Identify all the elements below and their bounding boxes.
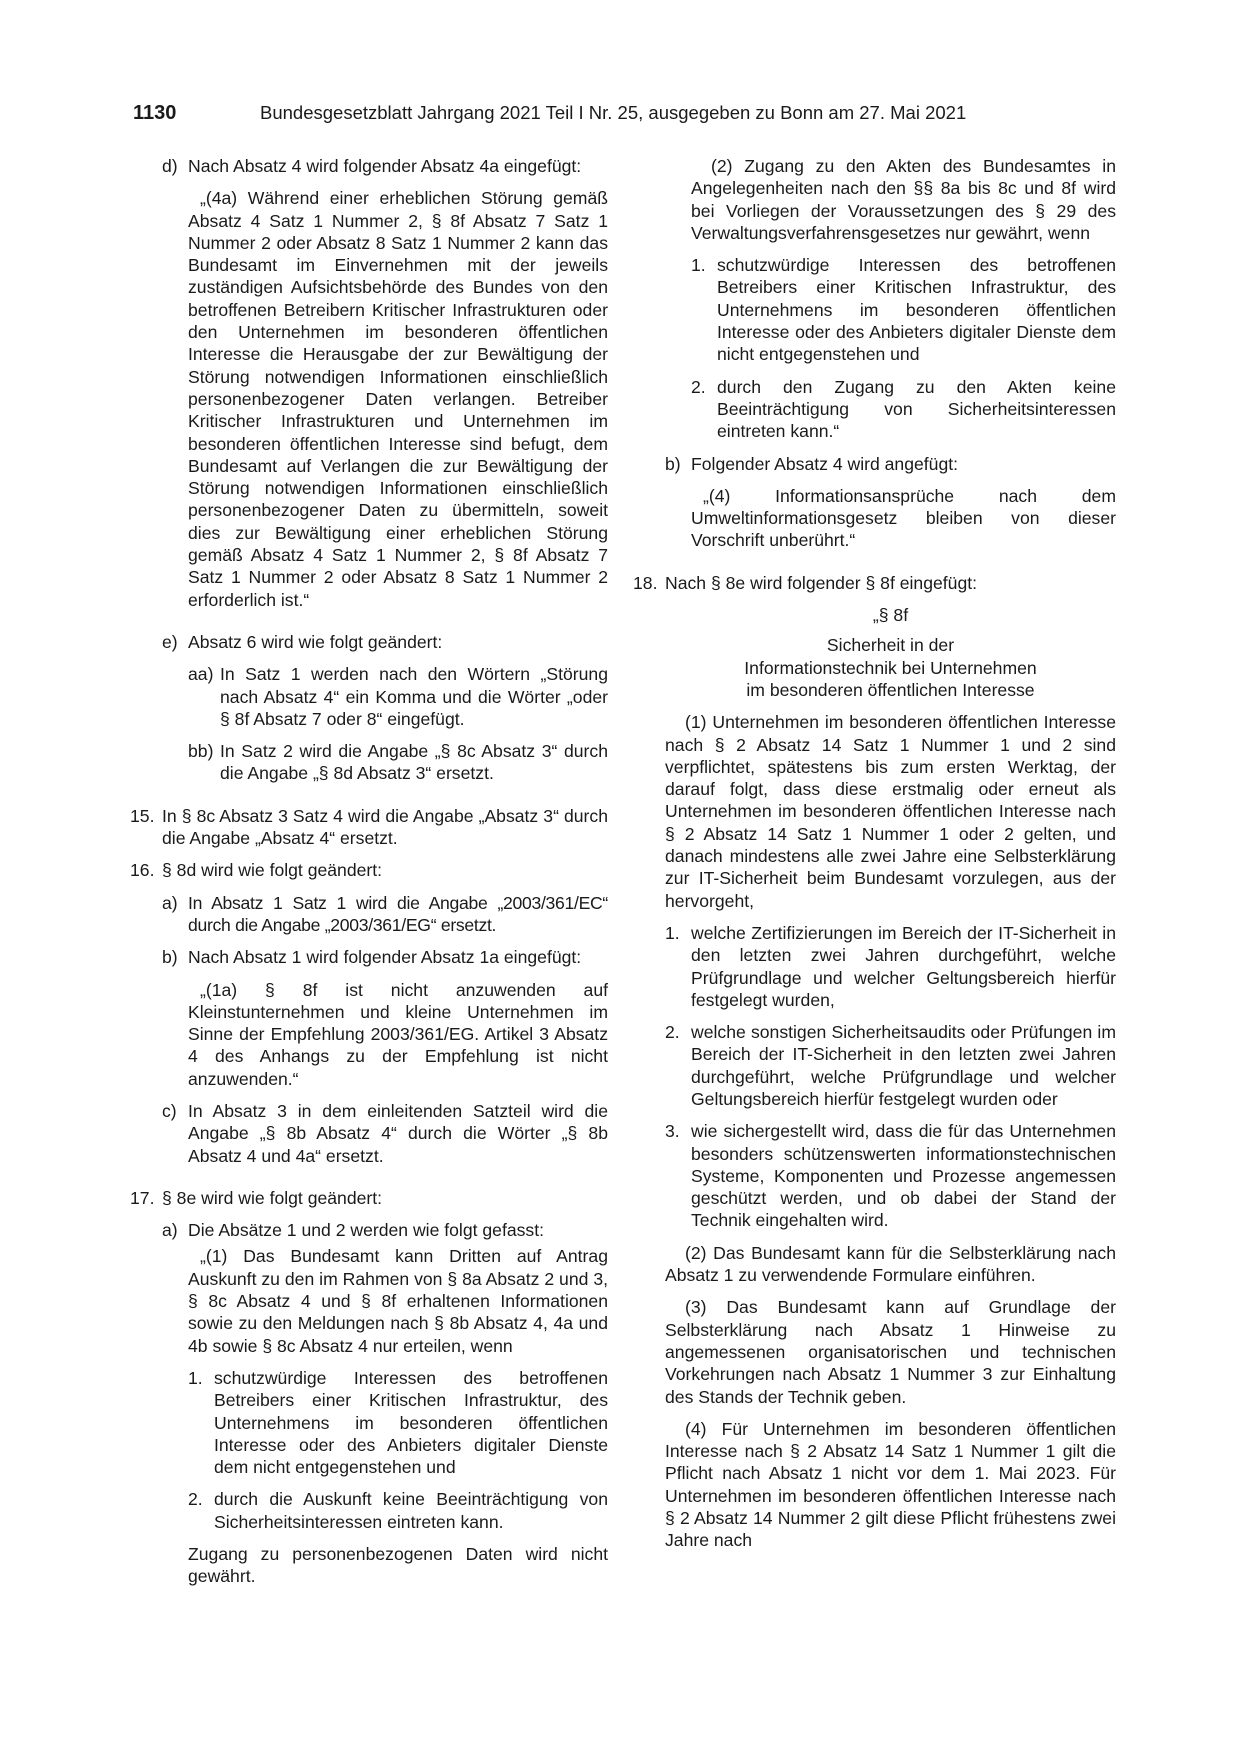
- sub-item-marker: b): [162, 947, 178, 968]
- numbered-item-2: [691, 376, 1116, 443]
- item-marker: 16.: [130, 860, 155, 881]
- section-title-line: Sicherheit in der: [826, 635, 955, 656]
- sub-item-marker: aa): [188, 664, 214, 685]
- item-marker: e): [162, 631, 178, 652]
- item-text: Absatz 6 wird wie folgt geändert:: [188, 631, 443, 652]
- numbered-item-2: [188, 1488, 608, 1533]
- list-item-b: [665, 453, 1116, 562]
- sub-item-aa: [188, 663, 608, 730]
- numbered-text: wie sichergestellt wird, dass die für das Unternehmen besonders schützenswerten informationstechnischen Systeme, Komponenten und Prozesse angemessen geschützt werden, und ob dabei der Stand der Technik eingehalten wird.: [691, 1121, 1116, 1231]
- item-marker: b): [665, 453, 681, 474]
- section-title-line: im besonderen öffentlichen Interesse: [746, 679, 1035, 700]
- numbered-item-1: [188, 1367, 608, 1478]
- numbered-text: welche Zertifizierungen im Bereich der IT-Sicherheit in den letzten zwei Jahren durchgeführt, welche Prüfgrundlage und welcher Geltungsbereich hierfür festgelegt wurden,: [691, 922, 1116, 1010]
- item-text: Nach § 8e wird folgender § 8f eingefügt:: [665, 572, 978, 593]
- section-paragraph-4: (4) Für Unternehmen im besonderen öffentlichen Interesse nach § 2 Absatz 14 Satz 1 Nummer 1 gilt die Pflicht nach Absatz 1 nicht vor dem 1. Mai 2023. Für Unternehmen im besonderen öffentlichen Interesse nach § 2 Absatz 14 Nummer 2 gilt diese Pflicht frühestens zwei Jahre nach: [665, 1418, 1116, 1551]
- sub-item-c: [162, 1100, 608, 1167]
- sub-item-text: Die Absätze 1 und 2 werden wie folgt gefasst:: [188, 1220, 544, 1241]
- sub-item-text: In Satz 1 werden nach den Wörtern „Störung nach Absatz 4“ ein Komma und die Wörter „oder § 8f Absatz 7 oder 8“ eingefügt.: [220, 664, 608, 729]
- list-item-e: [162, 631, 608, 795]
- numbered-text: welche sonstigen Sicherheitsaudits oder Prüfungen im Bereich der IT-Sicherheit in den letzten zwei Jahren durchgeführt, welche Prüfgrundlage und welcher Geltungsbereich hierfür festgelegt wurden oder: [691, 1022, 1116, 1109]
- sub-item-text: In Absatz 1 Satz 1 wird die Angabe „2003/361/EC“ durch die Angabe „2003/361/EG“ ersetzt.: [188, 892, 608, 935]
- quoted-paragraph-1: „(1) Das Bundesamt kann Dritten auf Antrag Auskunft zu den im Rahmen von § 8a Absatz 2 und 3, § 8c Absatz 4 und § 8f erhaltenen Informationen sowie zu den Meldungen nach § 8b Absatz 4, 4a und 4b sowie § 8c Absatz 4 nur erteilen, wenn: [188, 1246, 608, 1356]
- number-marker: 1.: [691, 255, 706, 276]
- sub-item-a: [162, 892, 608, 937]
- list-item-d: [162, 155, 608, 621]
- item-text: In § 8c Absatz 3 Satz 4 wird die Angabe „Absatz 3“ durch die Angabe „Absatz 4“ ersetzt.: [162, 805, 608, 849]
- quoted-paragraph-4a: „(4a) Während einer erheblichen Störung gemäß Absatz 4 Satz 1 Nummer 2, § 8f Absatz 7 Satz 1 Nummer 2 oder Absatz 8 Satz 1 Nummer 2 kann das Bundesamt im Einvernehmen mit der jeweils zuständigen Aufsichtsbehörde des Bundes von den betroffenen Betreibern Kritischer Infrastrukturen oder den Unternehmen im besonderen öffentlichen Interesse die Herausgabe der zur Bewältigung der Störung notwendigen Informationen einschließlich personenbezogener Daten verlangen. Betreiber Kritischer Infrastrukturen und Unternehmen im besonderen öffentlichen Interesse sind befugt, dem Bundesamt auf Verlangen die zur Bewältigung der Störung notwendigen Informationen einschließlich personenbezogener Daten zu übermitteln, soweit dies zur Bewältigung einer erheblichen Störung gemäß Absatz 4 Satz 1 Nummer 2, § 8f Absatz 7 Satz 1 Nummer 2 oder Absatz 8 Satz 1 Nummer 2 erforderlich ist.“: [188, 188, 608, 610]
- section-paragraph-3: (3) Das Bundesamt kann auf Grundlage der Selbsterklärung nach Absatz 1 Hinweise zu angemessenen organisatorischen und technischen Vorkehrungen nach Absatz 1 Nummer 3 zur Einhaltung des Stands der Technik geben.: [665, 1297, 1116, 1407]
- sub-item-bb: [188, 740, 608, 785]
- paragraph-2: (2) Zugang zu den Akten des Bundesamtes in Angelegenheiten nach den §§ 8a bis 8c und 8f wird bei Vorliegen der Voraussetzungen des § 29 des Verwaltungsverfahrensgesetzes nur gewährt, wenn: [691, 156, 1116, 243]
- list-item-18: [633, 572, 1116, 1562]
- number-marker: 3.: [665, 1121, 680, 1142]
- list-item-17: [130, 1187, 608, 1608]
- number-marker: 1.: [188, 1367, 203, 1388]
- numbered-text: durch die Auskunft keine Beeinträchtigung von Sicherheitsinteressen eintreten kann.: [214, 1489, 608, 1532]
- section-label: „§ 8f: [872, 605, 909, 626]
- item-marker: 18.: [633, 572, 658, 593]
- page-header: [0, 101, 1241, 127]
- number-marker: 1.: [665, 922, 680, 943]
- header-title: Bundesgesetzblatt Jahrgang 2021 Teil I Nr. 25, ausgegeben zu Bonn am 27. Mai 2021: [260, 102, 967, 123]
- sub-item-text: In Satz 2 wird die Angabe „§ 8c Absatz 3“ durch die Angabe „§ 8d Absatz 3“ ersetzt.: [220, 741, 608, 784]
- sub-item-text: Nach Absatz 1 wird folgender Absatz 1a eingefügt:: [188, 947, 582, 968]
- numbered-item-1: [665, 922, 1116, 1011]
- item-marker: d): [162, 156, 178, 176]
- sub-item-a: [162, 1219, 608, 1597]
- sub-item-text: In Absatz 3 in dem einleitenden Satzteil wird die Angabe „§ 8b Absatz 4“ durch die Wörter „§ 8b Absatz 4 und 4a“ ersetzt.: [188, 1100, 608, 1166]
- list-item-15: [130, 805, 608, 850]
- numbered-text: schutzwürdige Interessen des betroffenen Betreibers einer Kritischen Infrastruktur, des Unternehmens im besonderen öffentlichen Interesse oder des Anbieters digitaler Dienste dem nicht entgegenstehen und: [717, 255, 1116, 365]
- item-text: Nach Absatz 4 wird folgender Absatz 4a eingefügt:: [188, 156, 582, 176]
- sub-item-marker: a): [162, 892, 178, 913]
- sub-item-b: [162, 946, 608, 1090]
- item-marker: 15.: [130, 805, 155, 826]
- item-text: § 8e wird wie folgt geändert:: [162, 1187, 383, 1208]
- quoted-paragraph-4: „(4) Informationsansprüche nach dem Umweltinformationsgesetz bleiben von dieser Vorschrift unberührt.“: [691, 485, 1116, 551]
- numbered-item-3: [665, 1120, 1116, 1231]
- section-paragraph-1: (1) Unternehmen im besonderen öffentlichen Interesse nach § 2 Absatz 14 Satz 1 Nummer 1 und 2 sind verpflichtet, spätestens bis zum ersten Werktag, der darauf folgt, dass diese erstmalig oder erneut als Unternehmen im besonderen öffentlichen Interesse nach § 2 Absatz 14 Satz 1 Nummer 1 oder 2 gelten, und danach mindestens alle zwei Jahre eine Selbsterklärung zur IT-Sicherheit beim Bundesamt vorzulegen, aus der hervorgeht,: [665, 712, 1116, 911]
- numbered-text: durch den Zugang zu den Akten keine Beeinträchtigung von Sicherheitsinteressen eintreten kann.“: [717, 376, 1116, 442]
- numbered-item-1: [691, 254, 1116, 365]
- number-marker: 2.: [665, 1022, 680, 1043]
- quoted-paragraph-1a: „(1a) § 8f ist nicht anzuwenden auf Kleinstunternehmen und kleine Unternehmen im Sinne der Empfehlung 2003/361/EG. Artikel 3 Absatz 4 des Anhangs zu der Empfehlung ist nicht anzuwenden.“: [188, 979, 608, 1089]
- list-item-16: [130, 859, 608, 1177]
- right-column: [633, 155, 1116, 1572]
- numbered-text: schutzwürdige Interessen des betroffenen Betreibers einer Kritischen Infrastruktur, des Unternehmens im besonderen öffentlichen Interesse oder des Anbieters digitaler Dienste dem nicht entgegenstehen und: [214, 1367, 608, 1478]
- number-marker: 2.: [188, 1489, 203, 1510]
- item-text: Folgender Absatz 4 wird angefügt:: [691, 453, 959, 474]
- closing-sentence: Zugang zu personenbezogenen Daten wird nicht gewährt.: [188, 1544, 608, 1587]
- sub-item-marker: bb): [188, 741, 214, 762]
- number-marker: 2.: [691, 376, 706, 397]
- section-paragraph-2: (2) Das Bundesamt kann für die Selbsterklärung nach Absatz 1 zu verwendende Formulare einführen.: [665, 1242, 1116, 1286]
- sub-item-marker: a): [162, 1220, 178, 1241]
- left-column: [130, 155, 608, 1618]
- item-marker: 17.: [130, 1187, 155, 1208]
- section-title-line: Informationstechnik bei Unternehmen: [744, 657, 1037, 678]
- item-text: § 8d wird wie folgt geändert:: [162, 860, 383, 881]
- page-number: 1130: [133, 102, 177, 124]
- numbered-item-2: [665, 1021, 1116, 1110]
- sub-item-marker: c): [162, 1100, 177, 1121]
